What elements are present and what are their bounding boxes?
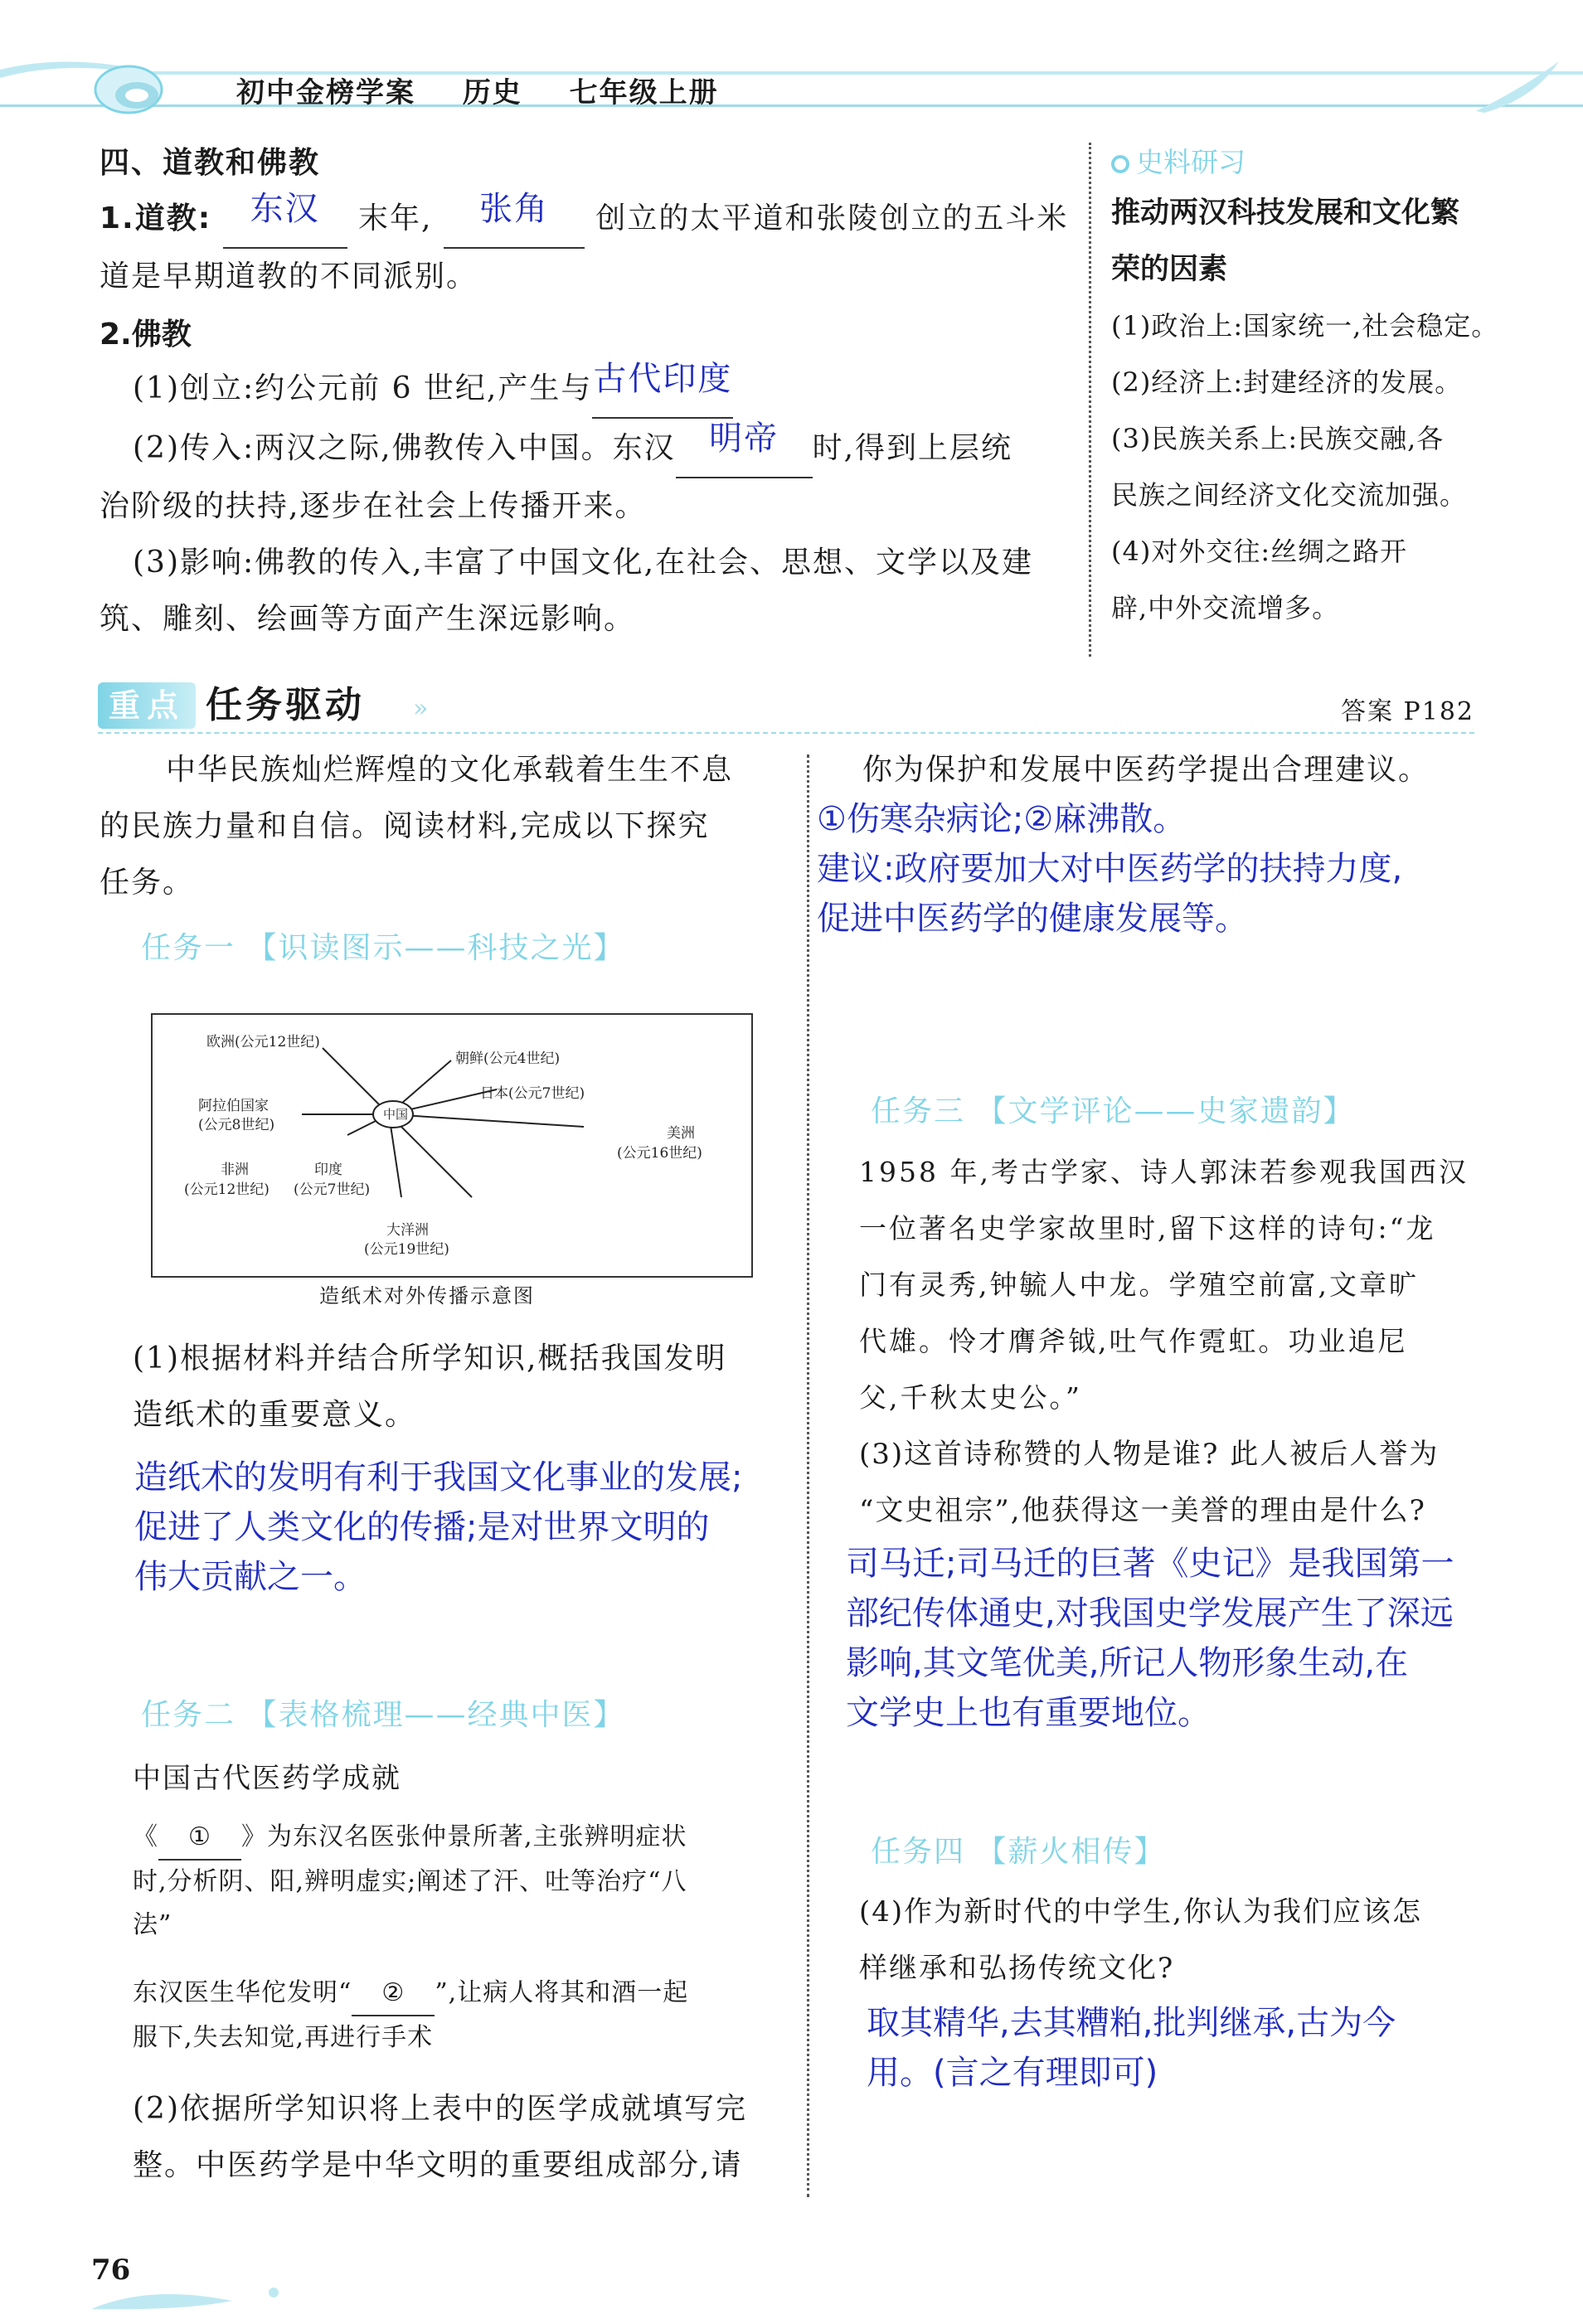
answer-line: 司马迁;司马迁的巨著《史记》是我国第一	[846, 1545, 1454, 1583]
sidebar-title-1: 推动两汉科技发展和文化繁	[1111, 196, 1460, 230]
sidebar	[1111, 141, 1542, 636]
text-line: 样继承和弘扬传统文化?	[859, 1952, 1175, 1985]
blank-1	[223, 189, 347, 249]
text-line: “文史祖宗”,他获得这一美誉的理由是什么?	[859, 1494, 1426, 1527]
task2-label: 任务二 【表格梳理——经典中医】	[141, 1698, 625, 1732]
task1-label: 任务一 【识读图示——科技之光】	[141, 931, 625, 965]
text-line: 1958 年,考古学家、诗人郭沫若参观我国西汉	[859, 1156, 1469, 1188]
intro-paragraph	[100, 742, 779, 911]
blank-circle-2	[352, 1972, 435, 2016]
sidebar-item: 辟,中外交流增多。	[1111, 592, 1340, 623]
diagram-label: 日本(公元7世纪)	[480, 1085, 585, 1102]
text-line: 时,分析阴、阳,辨明虚实;阐述了汗、吐等治疗“八	[133, 1867, 687, 1896]
text: (2)传入:两汉之际,佛教传入中国。东汉	[133, 431, 676, 465]
daojiao-block	[100, 189, 1070, 305]
text-line: 中华民族灿烂辉煌的文化承载着生生不息	[166, 753, 734, 787]
answer-ref: 答案 P182	[1341, 697, 1474, 726]
diagram-label: (公元16世纪)	[617, 1145, 702, 1162]
answer-line: 取其精华,去其糟粕,批判继承,古为今	[867, 2004, 1396, 2042]
answer-4	[867, 1998, 1563, 2098]
text: ”,让病人将其和酒一起	[435, 1978, 689, 2007]
book-title: 初中金榜学案	[236, 76, 415, 109]
answer-line: 建议:政府要加大对中医药学的扶持力度,	[817, 850, 1403, 888]
subject: 历史	[462, 76, 522, 109]
fojiao-block	[100, 359, 1078, 648]
text: 东汉医生华佗发明“	[133, 1978, 352, 2007]
answer-line: 用。(言之有理即可)	[867, 2054, 1158, 2092]
sidebar-item: (3)民族关系上:民族交融,各	[1111, 423, 1445, 454]
sidebar-item: (1)政治上:国家统一,社会稳定。	[1111, 310, 1499, 342]
page-number: 76	[91, 2254, 131, 2287]
answer-line: 部纪传体通史,对我国史学发展产生了深远	[846, 1594, 1454, 1633]
text-line: (4)作为新时代的中学生,你认为我们应该怎	[859, 1895, 1422, 1929]
text-line: 父,千秋太史公。”	[859, 1381, 1082, 1414]
diagram-caption: 造纸术对外传播示意图	[319, 1284, 535, 1308]
answer-line: 影响,其文笔优美,所记人物形象生动,在	[846, 1644, 1409, 1682]
text-line: 任务。	[100, 866, 195, 900]
table-title: 中国古代医药学成就	[133, 1762, 401, 1795]
text-line: 治阶级的扶持,逐步在社会上传播开来。	[100, 489, 647, 523]
logo-icon	[112, 79, 162, 115]
sidebar-divider	[1089, 143, 1091, 657]
diagram-label: 阿拉伯国家	[198, 1098, 269, 1114]
blank-circle-1	[158, 1816, 241, 1861]
diagram-label: 大洋洲	[386, 1222, 429, 1239]
text-line: 筑、雕刻、绘画等方面产生深远影响。	[100, 602, 636, 636]
answer-donghan: 东汉	[250, 190, 320, 228]
text-line: 服下,失去知觉,再进行手术	[133, 2023, 434, 2052]
answer-mingdi: 明帝	[709, 420, 779, 458]
text-line: (1)根据材料并结合所学知识,概括我国发明	[133, 1342, 727, 1375]
medical-table-row-2	[133, 1972, 788, 2060]
text-line: 一位著名史学家故里时,留下这样的诗句:“龙	[859, 1212, 1436, 1244]
text: (1)创立:约公元前 6 世纪,产生与	[133, 371, 593, 405]
question-4	[859, 1884, 1547, 1997]
circle-2: ②	[381, 1978, 405, 2007]
diagram-label: (公元7世纪)	[294, 1181, 371, 1198]
task4-label: 任务四 【薪火相传】	[871, 1835, 1166, 1869]
diagram-label: 美洲	[667, 1125, 695, 1142]
tasks-title: 任务驱动	[206, 684, 365, 726]
poem-paragraph	[859, 1144, 1547, 1426]
target-icon	[1111, 155, 1129, 173]
chevron-right-icon: »	[413, 694, 429, 723]
text-line: 造纸术的重要意义。	[133, 1398, 417, 1432]
circle-1: ①	[188, 1822, 211, 1851]
text-line: 整。中医药学是中华文明的重要组成部分,请	[133, 2148, 743, 2182]
diagram-label: 朝鲜(公元4世纪)	[455, 1050, 561, 1067]
sidebar-item: (4)对外交往:丝绸之路开	[1111, 536, 1408, 567]
diagram-label: (公元8世纪)	[198, 1117, 275, 1133]
answer-line: 造纸术的发明有利于我国文化事业的发展;	[134, 1458, 743, 1497]
answer-line: 文学史上也有重要地位。	[846, 1694, 1211, 1732]
text-line: 门有灵秀,钟毓人中龙。学殖空前富,文章旷	[859, 1269, 1419, 1301]
blank-3	[592, 359, 733, 419]
answer-zhangjiao: 张角	[478, 190, 549, 228]
diagram-label: 非洲	[221, 1162, 249, 1178]
diagram-label: 印度	[314, 1162, 342, 1178]
answer-3	[846, 1539, 1567, 1738]
text: 时,得到上层统	[812, 431, 1013, 465]
answer-2	[817, 794, 1547, 944]
sidebar-title-2: 荣的因素	[1111, 253, 1228, 286]
answer-line: 促进中医药学的健康发展等。	[817, 900, 1248, 938]
text-line: 道是早期道教的不同派别。	[100, 260, 478, 294]
answer-line: 促进了人类文化的传播;是对世界文明的	[134, 1508, 710, 1546]
sidebar-item: 民族之间经济文化交流加强。	[1111, 479, 1468, 511]
blank-2	[444, 189, 585, 249]
text-line: (3)影响:佛教的传入,丰富了中国文化,在社会、思想、文学以及建	[133, 546, 1034, 580]
text-line: 法”	[133, 1910, 172, 1939]
section-title: 四、道教和佛教	[100, 146, 321, 180]
text-line: (2)依据所学知识将上表中的医学成就填写完	[133, 2092, 747, 2126]
daojiao-label: 1.道教:	[100, 201, 212, 235]
answer-line: 伟大贡献之一。	[134, 1558, 367, 1596]
diagram-label: (公元19世纪)	[364, 1241, 449, 1258]
diagram-label: (公元12世纪)	[184, 1181, 269, 1198]
badge-zhongdian: 重点	[98, 682, 196, 729]
grade: 七年级上册	[569, 76, 719, 109]
answer-1	[134, 1453, 814, 1602]
diagram-center: 中国	[383, 1107, 409, 1122]
blank-4	[676, 419, 813, 478]
question-1	[133, 1331, 796, 1443]
diagram-label: 欧洲(公元12世纪)	[206, 1034, 320, 1050]
tasks-divider	[98, 732, 1474, 734]
question-2	[133, 2081, 796, 2194]
sidebar-item: (2)经济上:封建经济的发展。	[1111, 366, 1463, 398]
fojiao-label: 2.佛教	[100, 318, 192, 352]
tasks-header	[98, 682, 1474, 732]
text-line: (3)这首诗称赞的人物是谁? 此人被后人誉为	[859, 1438, 1440, 1471]
answer-line: ①伤寒杂病论;②麻沸散。	[817, 800, 1187, 838]
paper-spread-diagram	[151, 1013, 753, 1278]
text: 创立的太平道和张陵创立的五斗米	[595, 201, 1069, 235]
text: 《	[133, 1822, 158, 1851]
text-line: 的民族力量和自信。阅读材料,完成以下探究	[100, 809, 710, 843]
question-3	[859, 1426, 1547, 1539]
footer-decoration-icon	[83, 2276, 299, 2321]
question-2-cont: 你为保护和发展中医药学提出合理建议。	[862, 753, 1430, 787]
medical-table-row-1	[133, 1816, 788, 1947]
text-line: 代雄。怜才膺斧钺,吐气作霓虹。功业追尼	[859, 1325, 1408, 1357]
answer-india: 古代印度	[593, 360, 733, 398]
page-header-title	[236, 70, 755, 110]
text: 》为东汉名医张仲景所著,主张辨明症状	[241, 1822, 687, 1851]
sidebar-tag: 史料研习	[1136, 146, 1246, 178]
task3-label: 任务三 【文学评论——史家遗韵】	[871, 1094, 1355, 1128]
text: 末年,	[358, 201, 433, 235]
